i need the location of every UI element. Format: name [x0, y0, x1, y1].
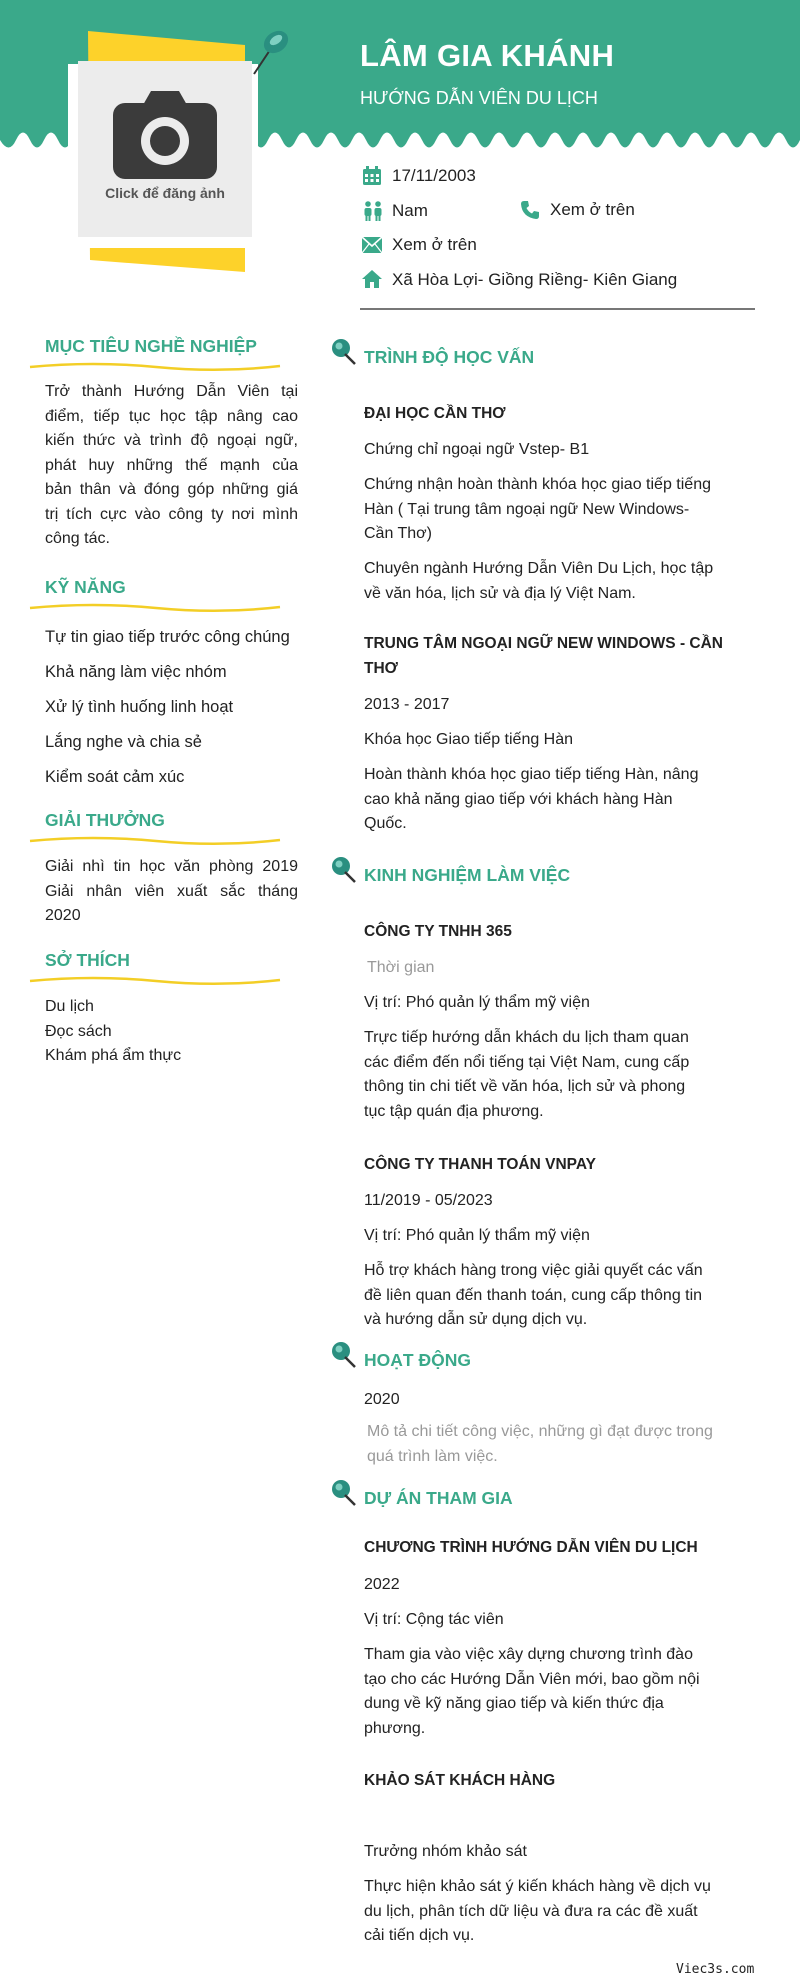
- education-cert: [364, 473, 744, 547]
- photo-area: [50, 24, 260, 274]
- pin-icon: [329, 338, 357, 368]
- photo-upload-box[interactable]: [78, 61, 252, 237]
- job-company: CÔNG TY TNHH 365: [364, 923, 512, 940]
- education-title: TRÌNH ĐỘ HỌC VẤN: [364, 347, 535, 367]
- awards-title: GIẢI THƯỞNG: [45, 810, 165, 830]
- desc-line: các điểm đến nổi tiếng tại Việt Nam, cung cấp: [364, 1053, 690, 1071]
- hobby-item: Du lịch: [45, 998, 94, 1015]
- education-line: về văn hóa, lịch sử và địa lý Việt Nam.: [364, 584, 636, 602]
- education-line: Chuyên ngành Hướng Dẫn Viên Du Lịch, học tập: [364, 560, 714, 577]
- school-line: TRUNG TÂM NGOẠI NGỮ NEW WINDOWS - CẦN: [364, 635, 723, 652]
- desc-line: quá trình làm việc.: [367, 1447, 498, 1465]
- objective-text: [45, 380, 298, 552]
- hobbies-list: [45, 995, 298, 1069]
- job-desc: [364, 1026, 744, 1124]
- experience-title: KINH NGHIỆM LÀM VIỆC: [364, 865, 571, 885]
- pin-icon: [329, 1479, 357, 1509]
- job-period: Thời gian: [367, 959, 435, 976]
- project-name: KHẢO SÁT KHÁCH HÀNG: [364, 1772, 556, 1789]
- job-period: 11/2019 - 05/2023: [364, 1192, 493, 1209]
- header-divider: [360, 308, 755, 310]
- project-role: Vị trí: Cộng tác viên: [364, 1611, 504, 1628]
- desc-line: phương.: [364, 1719, 426, 1737]
- award-line: Giải nhân viên xuất sắc tháng: [45, 882, 298, 900]
- skill-item: Xử lý tình huống linh hoạt: [45, 698, 234, 716]
- job-position: Vị trí: Phó quản lý thẩm mỹ viện: [364, 994, 590, 1011]
- desc-line: Trực tiếp hướng dẫn khách du lịch tham quan: [364, 1029, 689, 1046]
- objective-underline: [28, 360, 283, 374]
- job-position: Vị trí: Phó quản lý thẩm mỹ viện: [364, 1227, 590, 1244]
- desc-line: Quốc.: [364, 815, 407, 832]
- education-school: [364, 632, 744, 681]
- hobby-item: Đọc sách: [45, 1022, 112, 1040]
- objective-line: kiến thức và trình độ ngoại ngữ,: [45, 432, 298, 449]
- desc-line: cải tiến dịch vụ.: [364, 1927, 475, 1944]
- project-year: 2022: [364, 1576, 400, 1593]
- pin-icon: [329, 1341, 357, 1371]
- objective-line: công tác.: [45, 530, 110, 547]
- objective-line: phát huy những thế mạnh của: [45, 456, 298, 474]
- education-line: Chứng chỉ ngoại ngữ Vstep- B1: [364, 441, 590, 458]
- skill-item: Khả năng làm việc nhóm: [45, 663, 227, 681]
- project-desc: [364, 1643, 744, 1741]
- gender-value: Nam: [392, 201, 428, 220]
- education-line: Chứng nhận hoàn thành khóa học giao tiếp tiếng: [364, 476, 711, 493]
- pin-icon: [329, 856, 357, 886]
- education-period: 2013 - 2017: [364, 696, 450, 713]
- address-value: Xã Hòa Lợi- Giồng Riềng- Kiên Giang: [392, 270, 678, 289]
- footer-watermark: Viec3s.com: [676, 1962, 755, 1977]
- objective-title: MỤC TIÊU NGHỀ NGHIỆP: [45, 336, 257, 356]
- desc-line: du lịch, phân tích dữ liệu và đưa ra các đề xuất: [364, 1902, 698, 1920]
- skills-title: KỸ NĂNG: [45, 577, 126, 597]
- birthdate-value: 17/11/2003: [392, 166, 476, 185]
- people-icon: [362, 201, 384, 221]
- projects-title: DỰ ÁN THAM GIA: [364, 1488, 513, 1508]
- project-desc: [364, 1875, 744, 1949]
- skills-underline: [28, 601, 283, 615]
- email-value: Xem ở trên: [392, 235, 477, 254]
- project-name: CHƯƠNG TRÌNH HƯỚNG DẪN VIÊN DU LỊCH: [364, 1539, 698, 1556]
- objective-line: bản thân và đóng góp những giá: [45, 481, 298, 498]
- photo-caption: Click để đăng ảnh: [105, 185, 225, 201]
- hobbies-underline: [28, 974, 283, 988]
- desc-line: thông tin chi tiết về văn hóa, lịch sử và phong: [364, 1078, 686, 1095]
- award-line: Giải nhì tin học văn phòng 2019: [45, 858, 298, 875]
- education-desc: [364, 763, 744, 837]
- job-company: CÔNG TY THANH TOÁN VNPAY: [364, 1156, 596, 1173]
- education-school: ĐẠI HỌC CẦN THƠ: [364, 405, 506, 422]
- project-role: Trưởng nhóm khảo sát: [364, 1843, 527, 1860]
- desc-line: Mô tả chi tiết công việc, những gì đạt được trong: [367, 1423, 713, 1440]
- camera-icon: [113, 89, 217, 181]
- desc-line: và hướng dẫn sử dụng dịch vụ.: [364, 1311, 588, 1328]
- desc-line: tục tập quán địa phương.: [364, 1102, 544, 1120]
- education-course: Khóa học Giao tiếp tiếng Hàn: [364, 731, 574, 748]
- phone-value: Xem ở trên: [550, 200, 635, 219]
- desc-line: Thực hiện khảo sát ý kiến khách hàng về dịch vụ: [364, 1878, 711, 1895]
- phone-icon: [520, 200, 540, 220]
- envelope-icon: [362, 237, 382, 253]
- desc-line: dung về kỹ năng giao tiếp và kiến thức địa: [364, 1695, 664, 1712]
- home-icon: [362, 270, 382, 288]
- awards-text: [45, 855, 298, 929]
- activity-desc: [367, 1420, 747, 1469]
- education-major: [364, 557, 744, 606]
- school-line: THƠ: [364, 659, 398, 677]
- calendar-icon: [362, 166, 382, 186]
- desc-line: Hỗ trợ khách hàng trong việc giải quyết các vấn: [364, 1262, 703, 1279]
- pushpin-icon: [246, 24, 296, 84]
- objective-line: Trở thành Hướng Dẫn Viên tại: [45, 383, 298, 400]
- job-desc: [364, 1259, 744, 1333]
- hobby-item: Khám phá ẩm thực: [45, 1047, 182, 1064]
- objective-line: trị tích cực vào công ty nơi mình: [45, 505, 298, 523]
- skill-item: Kiểm soát cảm xúc: [45, 768, 185, 786]
- desc-line: Tham gia vào việc xây dựng chương trình đào: [364, 1646, 693, 1663]
- desc-line: tạo cho các Hướng Dẫn Viên mới, bao gồm nội: [364, 1670, 700, 1688]
- activities-title: HOẠT ĐỘNG: [364, 1350, 471, 1370]
- desc-line: Hoàn thành khóa học giao tiếp tiếng Hàn, nâng: [364, 766, 699, 783]
- education-line: Cần Thơ): [364, 525, 432, 542]
- hobbies-title: SỞ THÍCH: [45, 950, 130, 970]
- activity-year: 2020: [364, 1391, 400, 1408]
- job-title: HƯỚNG DẪN VIÊN DU LỊCH: [360, 88, 598, 108]
- objective-line: điểm, tiếp tục học tập nâng cao: [45, 407, 298, 425]
- award-line: 2020: [45, 907, 81, 924]
- desc-line: cao khả năng giao tiếp với khách hàng Hàn: [364, 790, 673, 808]
- awards-underline: [28, 834, 283, 848]
- skill-item: Tự tin giao tiếp trước công chúng: [45, 628, 290, 646]
- skill-item: Lắng nghe và chia sẻ: [45, 733, 202, 751]
- desc-line: đề liên quan đến thanh toán, cung cấp thông tin: [364, 1286, 703, 1304]
- candidate-name: LÂM GIA KHÁNH: [360, 38, 615, 73]
- education-line: Hàn ( Tại trung tâm ngoại ngữ New Windows-: [364, 500, 690, 518]
